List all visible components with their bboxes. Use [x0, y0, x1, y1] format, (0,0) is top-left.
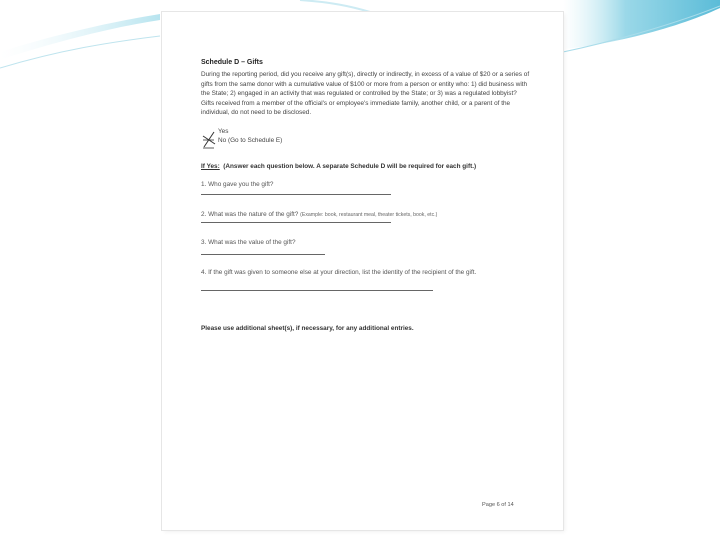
- answer-line-3: [201, 254, 325, 255]
- answer-line-2: [201, 222, 391, 223]
- question-2-example: (Example: book, restaurant meal, theater tickets, book, etc.): [300, 212, 438, 219]
- answer-line-1: [201, 194, 391, 195]
- schedule-title: Schedule D – Gifts: [201, 59, 263, 66]
- handwritten-check-mark-icon: [202, 131, 216, 149]
- question-1: [201, 180, 531, 190]
- page-number: Page 6 of 14: [482, 502, 514, 508]
- question-1-text: 1. Who gave you the gift?: [201, 181, 274, 189]
- scanned-form-page: [162, 12, 563, 530]
- question-4-text: 4. If the gift was given to someone else at your direction, list the identity of the recipient of the gift.: [201, 269, 477, 277]
- option-yes-label: Yes: [218, 128, 229, 135]
- intro-paragraph: During the reporting period, did you receive any gift(s), directly or indirectly, in excess of a value of $20 or a series of gifts from the same donor with a cumulative value of $100 or more from a person or entity who: 1) did business with the State; 2) engaged in an activity that was regulated or controlled by the State; or 3) was a regulated lobbyist? Gifts received from a member of the official's or employee's immediate family, another child, or a parent of the individual, do not need to be disclosed.: [201, 71, 530, 117]
- swoosh-band-right: [563, 0, 720, 49]
- if-yes-instructions: [201, 162, 531, 172]
- question-2-text: 2. What was the nature of the gift?: [201, 211, 299, 219]
- question-4: [201, 268, 531, 278]
- answer-line-4: [201, 290, 433, 291]
- question-3: [201, 238, 531, 248]
- additional-entries-note: Please use additional sheet(s), if necessary, for any additional entries.: [201, 325, 414, 332]
- swoosh-top-center: [300, 0, 370, 12]
- question-2: [201, 210, 531, 221]
- question-3-text: 3. What was the value of the gift?: [201, 239, 296, 247]
- swoosh-band-left: [0, 14, 160, 60]
- option-no-label: No (Go to Schedule E): [218, 137, 283, 144]
- if-yes-text: (Answer each question below. A separate Schedule D will be required for each gift.): [223, 163, 477, 170]
- if-yes-label: If Yes:: [201, 163, 220, 170]
